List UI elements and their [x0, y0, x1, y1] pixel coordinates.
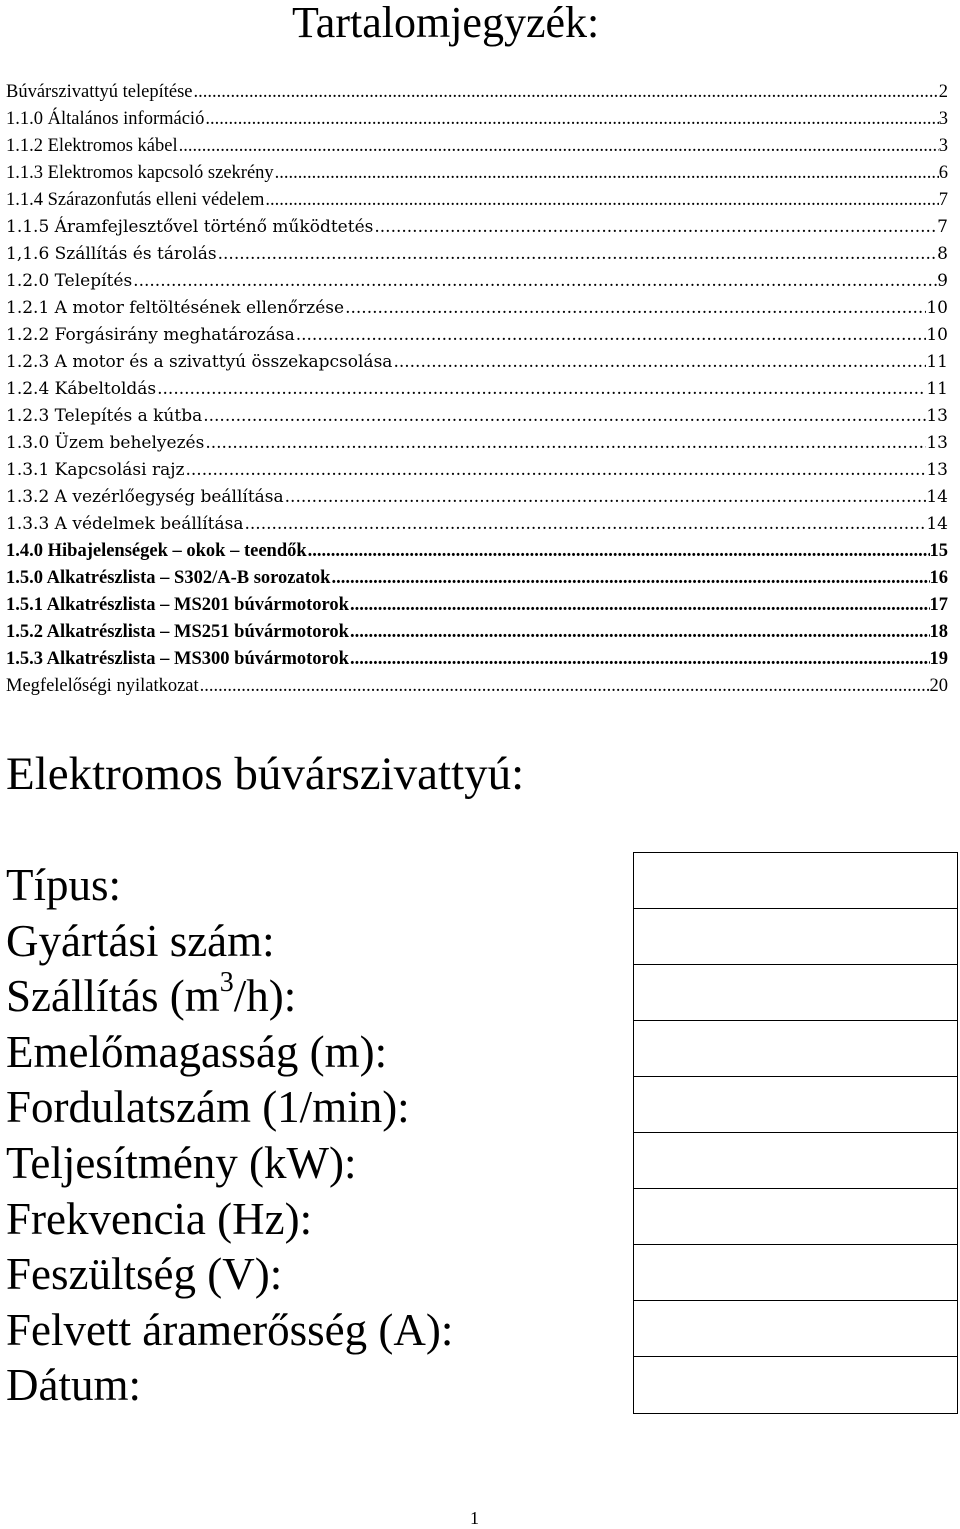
page-number: 1: [470, 1508, 479, 1528]
toc-entry-page: 13: [926, 406, 948, 426]
toc-entry[interactable]: [6, 454, 948, 481]
toc-entry-label: 1.2.1 A motor feltöltésének ellenőrzése: [6, 298, 345, 318]
toc-leader-dots: [349, 648, 930, 670]
toc-entry[interactable]: [6, 508, 948, 535]
value-box-teljesitmeny[interactable]: [633, 1132, 958, 1188]
toc-entry[interactable]: [6, 130, 948, 157]
toc-entry-label: 1,1.6 Szállítás és tárolás: [6, 244, 217, 264]
toc-entry-page: 7: [938, 190, 948, 210]
toc-entry[interactable]: [6, 562, 948, 589]
toc-entry-label: 1.2.4 Kábeltoldás: [6, 379, 157, 399]
toc-entry-label: 1.5.0 Alkatrészlista – S302/A-B sorozatok: [6, 568, 331, 588]
toc-entry-page: 19: [929, 649, 948, 669]
field-label-szallitas: [6, 969, 453, 1025]
toc-entry-page: 8: [937, 244, 948, 264]
toc-entry[interactable]: [6, 238, 948, 265]
value-box-felvett-aramerosseg[interactable]: [633, 1300, 958, 1356]
spec-field-labels: [6, 858, 453, 1414]
value-box-frekvencia[interactable]: [633, 1188, 958, 1244]
spec-value-boxes: [633, 852, 958, 1414]
toc-entry-page: 13: [926, 433, 948, 453]
toc-entry[interactable]: [6, 211, 948, 238]
field-label-szallitas-sup: 3: [219, 967, 234, 999]
field-label-feszultseg: Feszültség (V):: [6, 1249, 283, 1300]
toc-entry-page: 3: [938, 109, 948, 129]
toc-entry-label: 1.3.1 Kapcsolási rajz: [6, 460, 185, 480]
toc-entry-page: 18: [929, 622, 948, 642]
field-label-frekvencia: Frekvencia (Hz):: [6, 1193, 313, 1244]
value-box-datum[interactable]: [633, 1356, 958, 1414]
value-box-szallitas[interactable]: [633, 964, 958, 1020]
value-box-tipus[interactable]: [633, 852, 958, 908]
toc-entry[interactable]: [6, 643, 948, 670]
toc-leader-dots: [199, 675, 930, 697]
toc-entry[interactable]: [6, 481, 948, 508]
field-label-gyartasi-szam: Gyártási szám:: [6, 915, 275, 966]
toc-entry-page: 2: [938, 82, 948, 102]
value-box-gyartasi-szam[interactable]: [633, 908, 958, 964]
toc-entry-page: 6: [938, 163, 948, 183]
toc-leader-dots: [264, 189, 938, 211]
toc-entry-page: 14: [926, 514, 948, 534]
toc-entry[interactable]: [6, 373, 948, 400]
table-of-contents: [6, 76, 948, 697]
toc-leader-dots: [330, 567, 929, 589]
field-label-emelomagassag: Emelőmagasság (m):: [6, 1026, 388, 1077]
toc-entry-label: Megfelelőségi nyilatkozat: [6, 676, 199, 696]
toc-entry[interactable]: [6, 670, 948, 697]
toc-leader-dots: [274, 162, 939, 184]
toc-leader-dots: [344, 297, 926, 319]
toc-entry-label: 1.1.3 Elektromos kapcsoló szekrény: [6, 163, 274, 183]
toc-entry-page: 3: [938, 136, 948, 156]
field-label-tipus: Típus:: [6, 860, 122, 910]
document-title: Tartalomjegyzék:: [292, 0, 600, 47]
toc-leader-dots: [204, 108, 938, 130]
toc-entry-label: 1.5.2 Alkatrészlista – MS251 búvármotorok: [6, 622, 349, 642]
toc-leader-dots: [192, 81, 938, 103]
toc-entry-label: 1.3.0 Üzem behelyezés: [6, 433, 205, 453]
toc-entry-page: 11: [926, 379, 948, 399]
toc-entry-label: 1.2.3 Telepítés a kútba: [6, 406, 203, 426]
toc-entry-page: 16: [929, 568, 948, 588]
toc-entry-label: 1.5.3 Alkatrészlista – MS300 búvármotorok: [6, 649, 349, 669]
toc-entry[interactable]: [6, 157, 948, 184]
toc-entry[interactable]: [6, 76, 948, 103]
value-box-feszultseg[interactable]: [633, 1244, 958, 1300]
toc-entry-page: 9: [937, 271, 948, 291]
toc-entry-label: 1.2.2 Forgásirány meghatározása: [6, 325, 295, 345]
field-label-fordulatszam: Fordulatszám (1/min):: [6, 1082, 410, 1133]
toc-entry-label: 1.1.2 Elektromos kábel: [6, 136, 178, 156]
toc-entry-label: 1.5.1 Alkatrészlista – MS201 búvármotorok: [6, 595, 349, 615]
toc-leader-dots: [132, 270, 937, 292]
toc-entry-label: 1.1.4 Szárazonfutás elleni védelem: [6, 190, 265, 210]
field-label-felvett-aramerosseg: Felvett áramerősség (A):: [6, 1304, 454, 1355]
toc-entry-page: 17: [929, 595, 948, 615]
toc-leader-dots: [217, 243, 938, 265]
toc-entry[interactable]: [6, 184, 948, 211]
toc-entry-label: Búvárszivattyú telepítése: [6, 82, 193, 102]
toc-leader-dots: [349, 594, 930, 616]
toc-leader-dots: [204, 432, 926, 454]
section-heading: Elektromos búvárszivattyú:: [6, 748, 525, 800]
toc-entry-label: 1.4.0 Hibajelenségek – okok – teendők: [6, 541, 307, 561]
toc-leader-dots: [202, 405, 926, 427]
toc-leader-dots: [184, 459, 926, 481]
toc-leader-dots: [373, 216, 937, 238]
toc-entry[interactable]: [6, 265, 948, 292]
toc-entry[interactable]: [6, 346, 948, 373]
value-box-emelomagassag[interactable]: [633, 1020, 958, 1076]
toc-entry-page: 7: [937, 217, 948, 237]
toc-entry-page: 13: [926, 460, 948, 480]
toc-leader-dots: [307, 540, 930, 562]
toc-entry[interactable]: [6, 400, 948, 427]
field-label-szallitas-pre: Szállítás (m: [6, 971, 220, 1022]
toc-entry-label: 1.1.0 Általános információ: [6, 109, 205, 129]
toc-entry[interactable]: [6, 589, 948, 616]
toc-entry-page: 14: [926, 487, 948, 507]
toc-entry-page: 15: [929, 541, 948, 561]
toc-leader-dots: [295, 324, 927, 346]
toc-leader-dots: [178, 135, 939, 157]
toc-entry-label: 1.1.5 Áramfejlesztővel történő működtetés: [6, 217, 374, 237]
toc-leader-dots: [284, 486, 927, 508]
toc-leader-dots: [349, 621, 930, 643]
toc-leader-dots: [392, 351, 926, 373]
toc-entry[interactable]: [6, 535, 948, 562]
toc-entry-page: 10: [926, 325, 948, 345]
toc-entry-page: 11: [926, 352, 948, 372]
value-box-fordulatszam[interactable]: [633, 1076, 958, 1132]
toc-entry-label: 1.2.0 Telepítés: [6, 271, 133, 291]
toc-entry-label: 1.3.2 A vezérlőegység beállítása: [6, 487, 284, 507]
field-label-teljesitmeny: Teljesítmény (kW):: [6, 1137, 357, 1188]
toc-entry-page: 10: [926, 298, 948, 318]
field-label-datum: Dátum:: [6, 1360, 141, 1411]
toc-entry-label: 1.2.3 A motor és a szivattyú összekapcsolása: [6, 352, 393, 372]
toc-leader-dots: [156, 378, 926, 400]
field-label-szallitas-post: /h):: [233, 971, 297, 1022]
toc-leader-dots: [244, 513, 927, 535]
toc-entry[interactable]: [6, 616, 948, 643]
toc-entry[interactable]: [6, 292, 948, 319]
toc-entry[interactable]: [6, 319, 948, 346]
toc-entry[interactable]: [6, 103, 948, 130]
toc-entry[interactable]: [6, 427, 948, 454]
toc-entry-page: 20: [929, 676, 948, 696]
toc-entry-label: 1.3.3 A védelmek beállítása: [6, 514, 244, 534]
